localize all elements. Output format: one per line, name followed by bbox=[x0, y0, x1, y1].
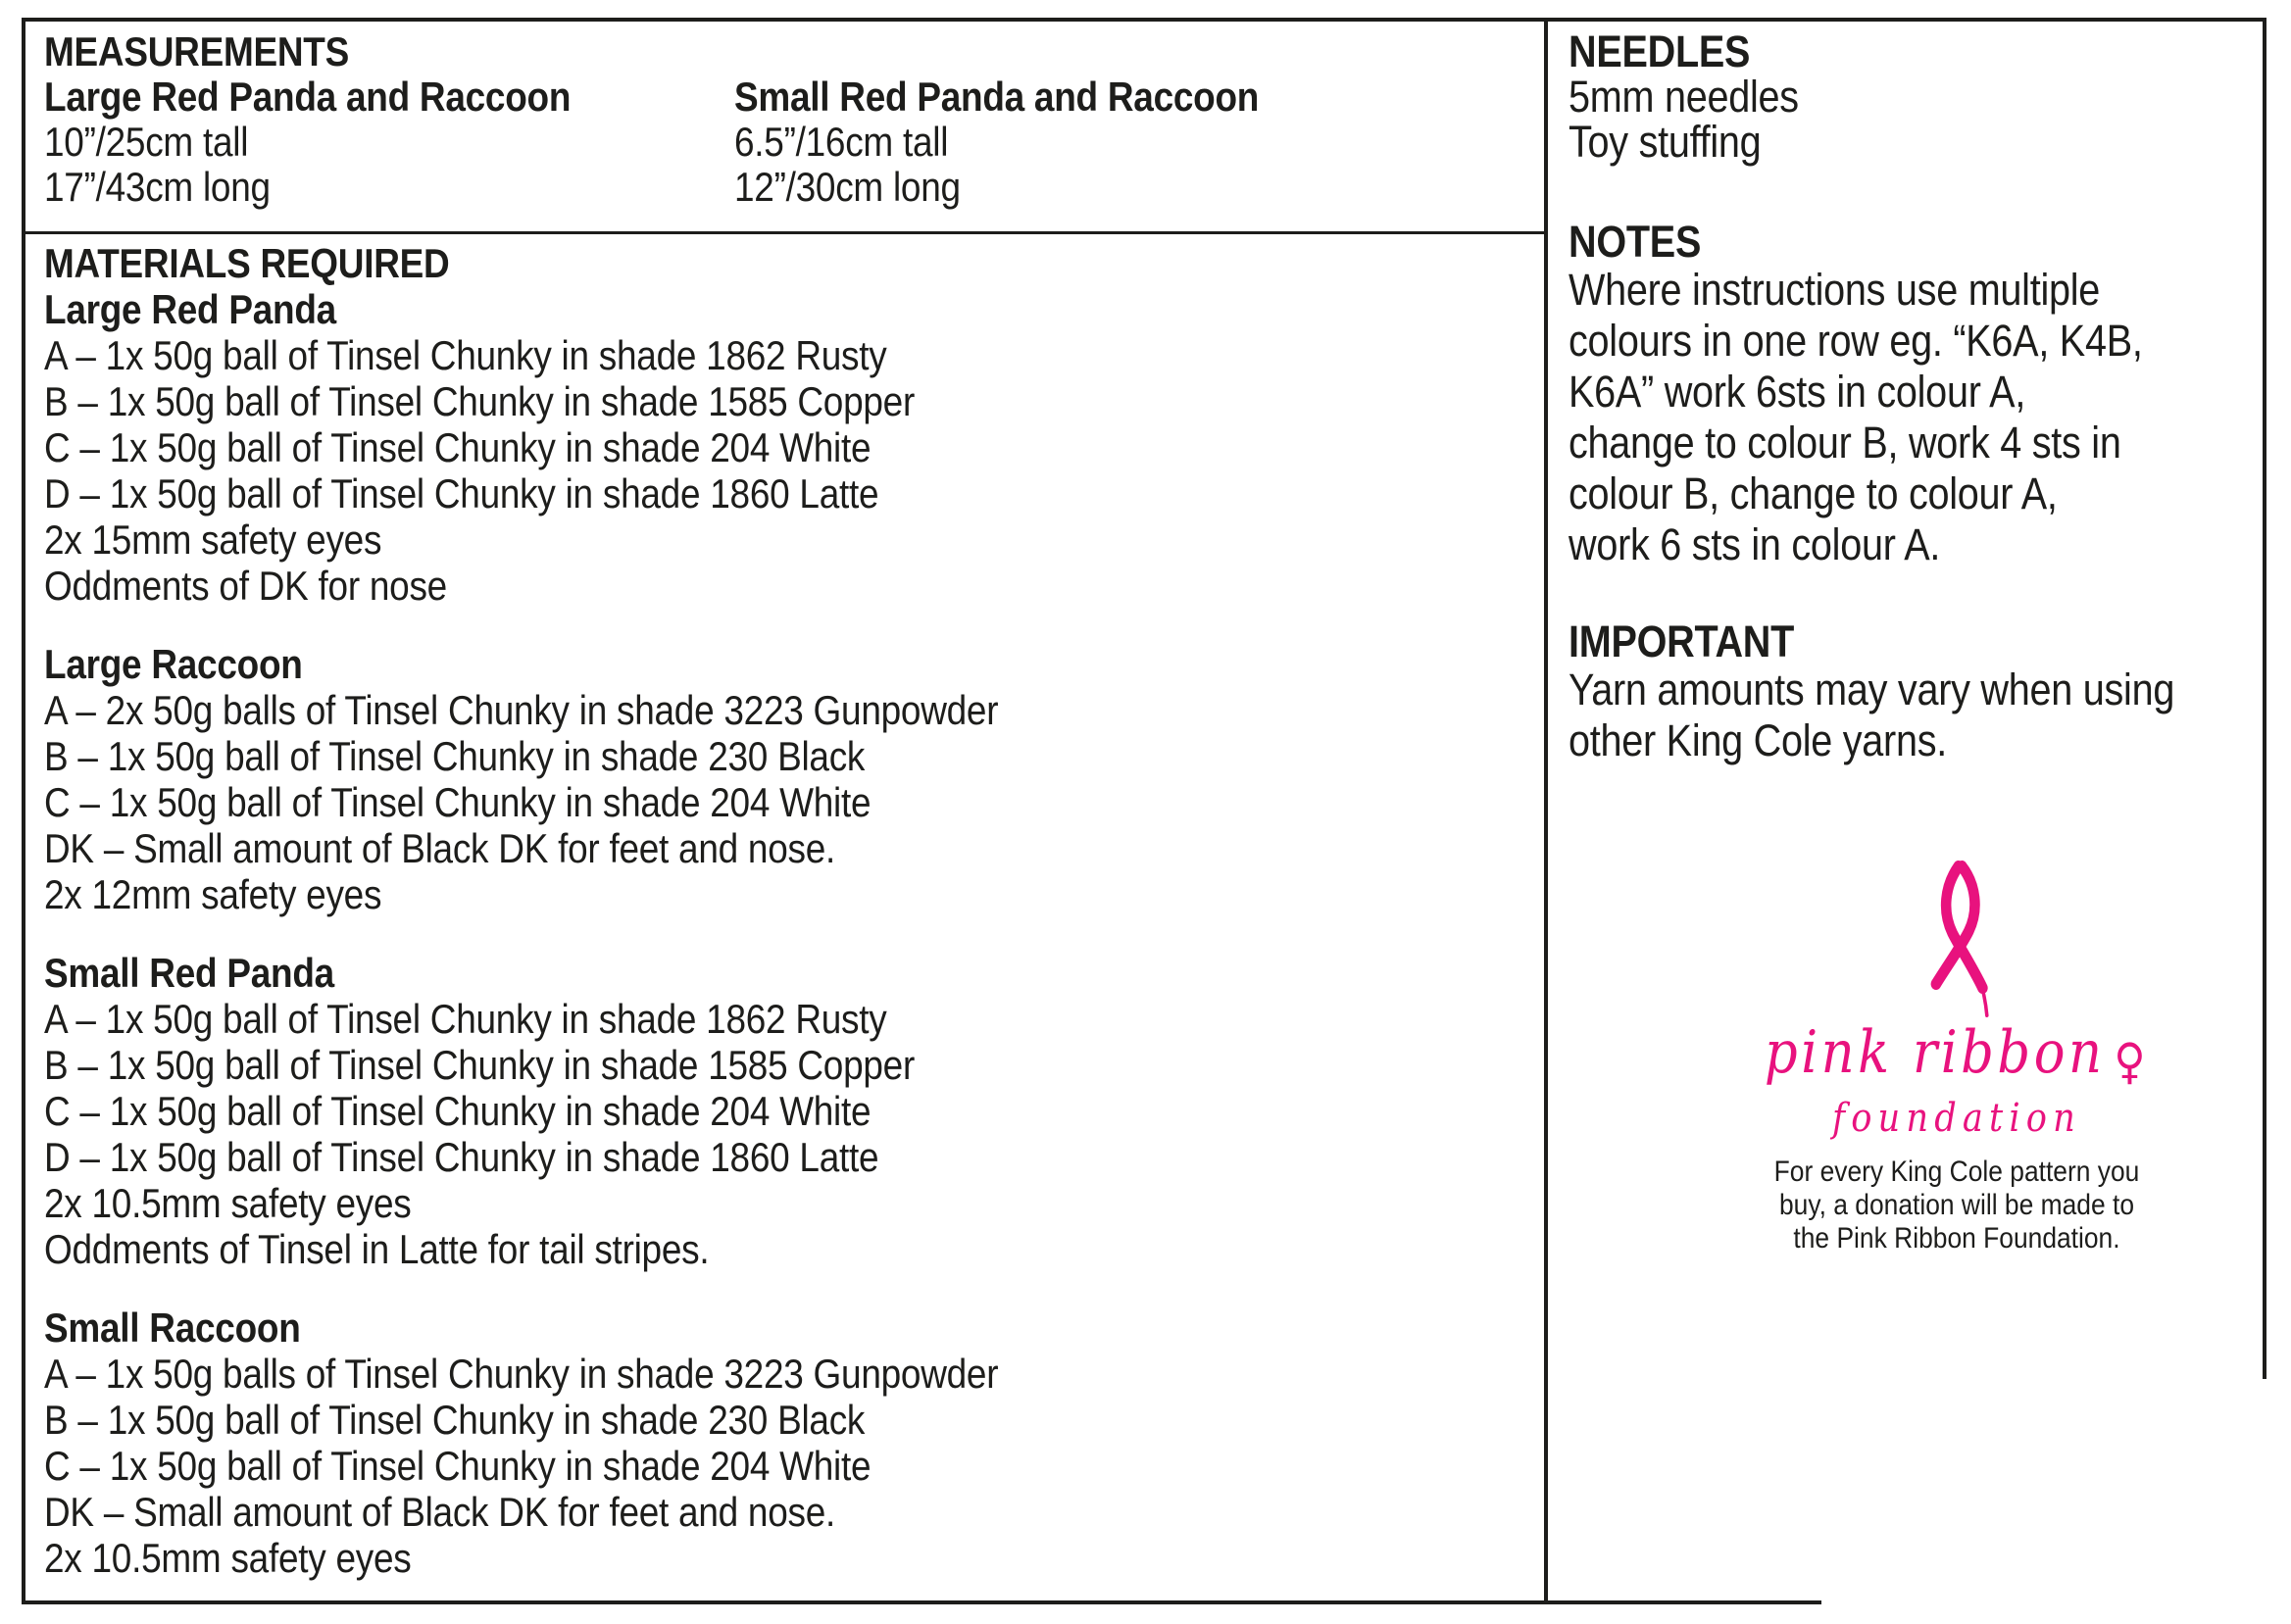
logo-subtext: foundation bbox=[1832, 1096, 2081, 1141]
material-item: B – 1x 50g ball of Tinsel Chunky in shade 1585 Copper bbox=[44, 378, 916, 424]
material-item: B – 1x 50g ball of Tinsel Chunky in shade 230 Black bbox=[44, 733, 866, 779]
material-item: A – 1x 50g ball of Tinsel Chunky in shade 1862 Rusty bbox=[44, 332, 887, 378]
notes-section bbox=[1569, 217, 2267, 570]
needles-title: NEEDLES bbox=[1569, 26, 1751, 76]
notes-text: change to colour B, work 4 sts in bbox=[1569, 418, 2121, 468]
right-column bbox=[1569, 26, 2267, 1255]
measurements-title: MEASUREMENTS bbox=[44, 28, 350, 74]
materials-group-small-raccoon bbox=[44, 1304, 1536, 1581]
notes-text: colour B, change to colour A, bbox=[1569, 468, 2058, 518]
logo-wordmark bbox=[1608, 1017, 2291, 1097]
material-item: C – 1x 50g ball of Tinsel Chunky in shade 204 White bbox=[44, 779, 872, 825]
material-item: D – 1x 50g ball of Tinsel Chunky in shade 1860 Latte bbox=[44, 1134, 879, 1180]
notes-text: K6A” work 6sts in colour A, bbox=[1569, 367, 2026, 417]
group-heading: Small Red Panda bbox=[44, 950, 334, 996]
pink-ribbon-logo bbox=[1608, 861, 2291, 1255]
measurement-value: 10”/25cm tall bbox=[44, 119, 249, 165]
needles-item: Toy stuffing bbox=[1569, 117, 1762, 167]
material-item: 2x 12mm safety eyes bbox=[44, 871, 382, 917]
caption-line: the Pink Ribbon Foundation. bbox=[1793, 1222, 2120, 1255]
measurements-columns bbox=[44, 74, 1536, 210]
materials-section bbox=[44, 240, 1536, 1581]
material-item: DK – Small amount of Black DK for feet and nose. bbox=[44, 1489, 836, 1535]
needles-section bbox=[1569, 26, 2267, 167]
material-item: Oddments of DK for nose bbox=[44, 563, 447, 609]
measurement-value: 12”/30cm long bbox=[734, 164, 961, 210]
material-item: C – 1x 50g ball of Tinsel Chunky in shade 204 White bbox=[44, 424, 872, 470]
measurements-heading: Small Red Panda and Raccoon bbox=[734, 74, 1260, 120]
material-item: A – 1x 50g ball of Tinsel Chunky in shade 1862 Rusty bbox=[44, 996, 887, 1042]
material-item: A – 1x 50g balls of Tinsel Chunky in shade 3223 Gunpowder bbox=[44, 1351, 999, 1397]
logo-text: pink ribbon bbox=[1764, 1018, 2106, 1087]
notes-text: work 6 sts in colour A. bbox=[1569, 519, 1941, 569]
measurements-heading: Large Red Panda and Raccoon bbox=[44, 74, 572, 120]
material-item: A – 2x 50g balls of Tinsel Chunky in shade 3223 Gunpowder bbox=[44, 687, 999, 733]
column-divider bbox=[1544, 18, 1548, 1604]
materials-group-small-red-panda bbox=[44, 950, 1536, 1272]
important-title: IMPORTANT bbox=[1569, 616, 1795, 666]
left-column bbox=[44, 29, 1536, 1581]
material-item: DK – Small amount of Black DK for feet and nose. bbox=[44, 825, 836, 871]
measurements-section bbox=[44, 29, 1536, 210]
material-item: B – 1x 50g ball of Tinsel Chunky in shade 230 Black bbox=[44, 1397, 866, 1443]
material-item: C – 1x 50g ball of Tinsel Chunky in shade 204 White bbox=[44, 1088, 872, 1134]
measurements-column-small bbox=[734, 74, 1536, 210]
caption-line: buy, a donation will be made to bbox=[1778, 1189, 2135, 1221]
notes-text: Where instructions use multiple bbox=[1569, 265, 2101, 315]
material-item: Oddments of Tinsel in Latte for tail stripes. bbox=[44, 1226, 710, 1272]
female-symbol-icon: ♀ bbox=[2114, 1033, 2150, 1090]
material-item: 2x 10.5mm safety eyes bbox=[44, 1535, 412, 1581]
border-bottom bbox=[22, 1600, 1821, 1604]
group-heading: Large Raccoon bbox=[44, 641, 303, 687]
materials-group-large-raccoon bbox=[44, 641, 1536, 917]
material-item: B – 1x 50g ball of Tinsel Chunky in shade 1585 Copper bbox=[44, 1042, 916, 1088]
measurement-value: 6.5”/16cm tall bbox=[734, 119, 949, 165]
caption-line: For every King Cole pattern you bbox=[1773, 1156, 2140, 1188]
important-text: other King Cole yarns. bbox=[1569, 715, 1948, 765]
important-section bbox=[1569, 616, 2267, 766]
notes-text: colours in one row eg. “K6A, K4B, bbox=[1569, 316, 2143, 366]
pink-ribbon-icon bbox=[1914, 861, 2000, 1017]
notes-title: NOTES bbox=[1569, 217, 1702, 267]
measurements-column-large bbox=[44, 74, 734, 210]
needles-item: 5mm needles bbox=[1569, 72, 1799, 122]
pink-ribbon-caption bbox=[1608, 1156, 2291, 1255]
border-left bbox=[22, 18, 25, 1604]
group-heading: Large Red Panda bbox=[44, 286, 336, 332]
important-text: Yarn amounts may vary when using bbox=[1569, 664, 2175, 714]
materials-group-large-red-panda bbox=[44, 286, 1536, 609]
material-item: C – 1x 50g ball of Tinsel Chunky in shade 204 White bbox=[44, 1443, 872, 1489]
material-item: D – 1x 50g ball of Tinsel Chunky in shade 1860 Latte bbox=[44, 470, 879, 517]
materials-title: MATERIALS REQUIRED bbox=[44, 240, 450, 286]
group-heading: Small Raccoon bbox=[44, 1304, 301, 1351]
border-top bbox=[22, 18, 2266, 22]
material-item: 2x 10.5mm safety eyes bbox=[44, 1180, 412, 1226]
measurement-value: 17”/43cm long bbox=[44, 164, 271, 210]
material-item: 2x 15mm safety eyes bbox=[44, 517, 382, 563]
